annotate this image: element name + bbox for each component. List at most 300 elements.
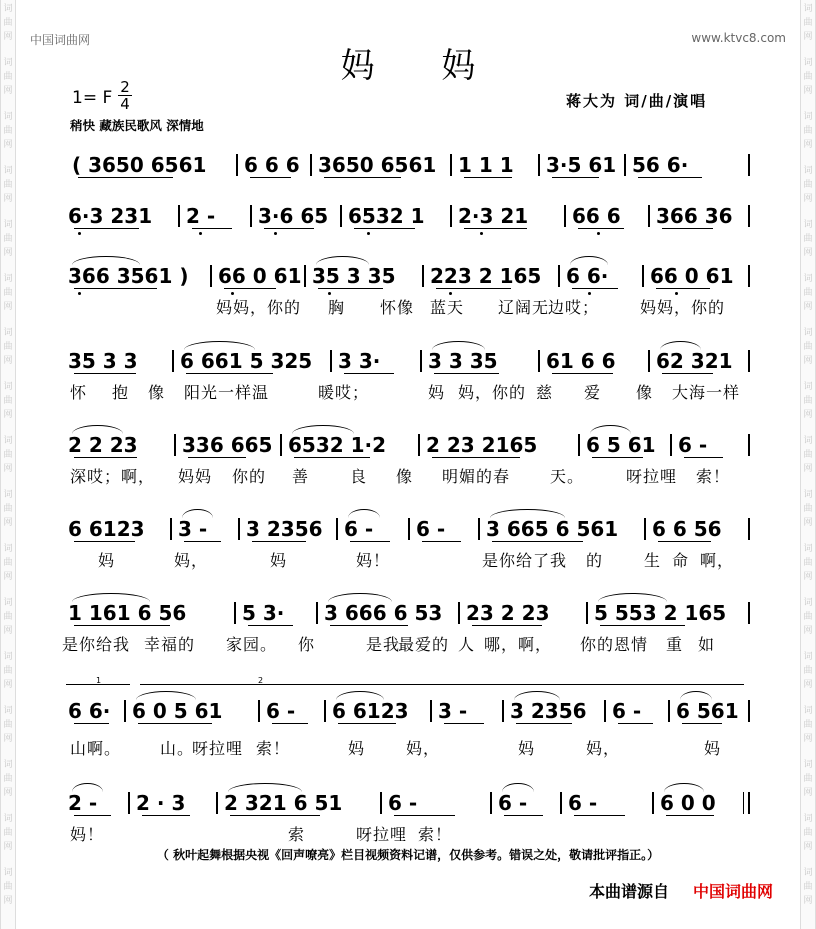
lyric-word: 善 — [292, 467, 310, 486]
measure: 62 321 — [656, 349, 733, 373]
volta-number: 1 — [96, 676, 102, 685]
lyric-word: 爱 — [584, 383, 602, 402]
barline — [642, 265, 644, 287]
watermark-glyph: 词 — [803, 760, 813, 770]
watermark-glyph: 网 — [803, 356, 813, 366]
beam-line — [324, 177, 401, 178]
beam-line — [658, 541, 711, 542]
beam-line — [472, 625, 542, 626]
measure: 2 23 2165 — [426, 433, 538, 457]
slur-mark — [432, 341, 485, 350]
slur-mark — [72, 593, 150, 602]
measure: 23 2 23 — [466, 601, 550, 625]
watermark-glyph: 词 — [803, 490, 813, 500]
beam-line — [252, 541, 306, 542]
watermark-glyph: 词 — [3, 112, 13, 122]
notation-row — [66, 600, 756, 626]
beam-line — [666, 815, 714, 816]
beam-line — [464, 228, 527, 229]
slur-mark — [664, 783, 704, 792]
measure: 6 - — [416, 517, 446, 541]
watermark-glyph: 曲 — [803, 288, 813, 298]
measure: 3·5 61 — [546, 153, 617, 177]
lyric-word: 辽阔无 — [498, 298, 550, 317]
lyric-word: 大海一样 — [672, 383, 741, 402]
barline — [560, 792, 562, 814]
slur-mark — [72, 425, 123, 434]
watermark-glyph: 网 — [803, 248, 813, 258]
watermark-glyph: 曲 — [3, 450, 13, 460]
lyric-word: 家园。 — [226, 635, 278, 654]
watermark-glyph: 词 — [3, 760, 13, 770]
slur-mark — [182, 509, 213, 518]
watermark-glyph: 网 — [803, 896, 813, 906]
lyric-word: 山啊。 — [70, 739, 122, 758]
volta-bracket-1 — [66, 676, 130, 695]
measure: 6 6123 — [332, 699, 409, 723]
lyric-word: 妈妈 — [178, 467, 213, 486]
beam-line — [248, 625, 293, 626]
volta-bracket-2 — [140, 676, 744, 695]
measure: 2 - — [68, 791, 98, 815]
measure: 56 6· — [632, 153, 689, 177]
measure: 2 · 3 — [136, 791, 186, 815]
watermark-glyph: 网 — [803, 626, 813, 636]
measure: 1 1 1 — [458, 153, 514, 177]
measure: 3 665 6 561 — [486, 517, 619, 541]
beam-line — [656, 288, 710, 289]
barline — [430, 700, 432, 722]
measure: 336 665 — [182, 433, 273, 457]
barline — [450, 205, 452, 227]
left-watermark-strip — [0, 0, 16, 929]
slur-mark — [590, 425, 631, 434]
lyric-word: 妈 — [270, 551, 288, 570]
beam-line — [684, 457, 723, 458]
barline — [258, 700, 260, 722]
watermark-glyph: 曲 — [3, 504, 13, 514]
site-url-top-right: www.ktvc8.com — [691, 31, 786, 45]
beam-line — [74, 625, 170, 626]
barline — [748, 205, 750, 227]
beam-line — [330, 625, 408, 626]
slur-mark — [660, 341, 701, 350]
lyric-word: 边哎； — [548, 298, 600, 317]
watermark-glyph: 曲 — [3, 774, 13, 784]
time-signature-bottom: 4 — [120, 95, 130, 113]
lyric-word: 良 — [350, 467, 368, 486]
watermark-glyph: 网 — [3, 302, 13, 312]
slur-mark — [184, 341, 255, 350]
lyric-word: 呀拉哩 — [356, 825, 408, 844]
watermark-glyph: 词 — [3, 58, 13, 68]
measure: 2 321 6 51 — [224, 791, 343, 815]
beam-line — [224, 288, 276, 289]
beam-line — [74, 373, 136, 374]
watermark-glyph: 网 — [3, 896, 13, 906]
watermark-glyph: 词 — [803, 274, 813, 284]
watermark-glyph: 词 — [803, 220, 813, 230]
lyric-word: 妈 — [98, 551, 116, 570]
barline — [216, 792, 218, 814]
measure: 366 3561 ) — [68, 264, 189, 288]
beam-line — [638, 177, 702, 178]
measure: 2·3 21 — [458, 204, 529, 228]
measure: 366 36 — [656, 204, 733, 228]
lyric-word: 索 — [288, 825, 306, 844]
watermark-glyph: 网 — [803, 32, 813, 42]
watermark-glyph: 网 — [3, 734, 13, 744]
barline — [324, 700, 326, 722]
beam-line — [662, 373, 713, 374]
barline — [450, 154, 452, 176]
watermark-glyph: 曲 — [803, 450, 813, 460]
lyric-word: 明媚的春 — [442, 467, 511, 486]
barline — [538, 350, 540, 372]
beam-line — [230, 815, 320, 816]
time-signature-top: 2 — [120, 78, 130, 96]
measure: 61 6 6 — [546, 349, 616, 373]
watermark-glyph: 网 — [3, 140, 13, 150]
slur-mark — [72, 256, 140, 265]
lyric-word: 妈 — [518, 739, 536, 758]
lyric-word: 妈， — [406, 739, 441, 758]
notation-row — [66, 263, 756, 289]
barline — [652, 792, 654, 814]
octave-dot — [480, 232, 483, 235]
barline — [648, 205, 650, 227]
beam-line — [186, 373, 273, 374]
barline — [128, 792, 130, 814]
beam-line — [74, 723, 109, 724]
beam-line — [294, 457, 370, 458]
measure: 35 3 3 — [68, 349, 138, 373]
barline — [234, 602, 236, 624]
lyric-word: 索！ — [418, 825, 453, 844]
beam-line — [464, 177, 512, 178]
watermark-glyph: 曲 — [803, 396, 813, 406]
measure: 223 2 165 — [430, 264, 542, 288]
watermark-glyph: 曲 — [3, 720, 13, 730]
measure: 6 6· — [68, 699, 111, 723]
lyric-word: 重 — [666, 635, 684, 654]
beam-line — [618, 723, 653, 724]
measure: 5 553 2 165 — [594, 601, 727, 625]
barline — [558, 265, 560, 287]
beam-line — [74, 815, 111, 816]
watermark-glyph: 网 — [803, 788, 813, 798]
source-site-name: 中国词曲网 — [693, 882, 774, 901]
final-barline — [743, 792, 744, 814]
lyric-word: 妈，你的 — [458, 383, 527, 402]
measure: 6 - — [498, 791, 528, 815]
octave-dot — [597, 232, 600, 235]
measure: 3 3 35 — [428, 349, 498, 373]
watermark-glyph: 曲 — [803, 342, 813, 352]
lyric-word: 呀拉哩 — [192, 739, 244, 758]
watermark-glyph: 网 — [803, 86, 813, 96]
site-name-top-left: 中国词曲网 — [30, 33, 91, 47]
watermark-glyph: 网 — [803, 572, 813, 582]
watermark-glyph: 曲 — [3, 828, 13, 838]
beam-line — [504, 815, 543, 816]
octave-dot — [199, 232, 202, 235]
barline — [340, 205, 342, 227]
slur-mark — [598, 593, 667, 602]
measure: 6 561 — [676, 699, 739, 723]
lyric-word: 妈妈，你的 — [640, 298, 726, 317]
lyric-word: 胸 — [328, 298, 346, 317]
beam-line — [78, 177, 173, 178]
watermark-glyph: 曲 — [3, 558, 13, 568]
notation-row — [66, 790, 756, 816]
measure: 3 3· — [338, 349, 381, 373]
watermark-glyph: 曲 — [3, 234, 13, 244]
watermark-glyph: 词 — [3, 4, 13, 14]
watermark-glyph: 曲 — [803, 558, 813, 568]
lyric-word: 你的恩情 — [580, 635, 649, 654]
measure: 6 - — [612, 699, 642, 723]
lyric-word: 蓝天 — [430, 298, 465, 317]
watermark-glyph: 曲 — [803, 234, 813, 244]
beam-line — [264, 228, 314, 229]
beam-line — [592, 457, 643, 458]
barline — [280, 434, 282, 456]
key-signature: 1= F — [72, 88, 113, 108]
beam-line — [492, 541, 583, 542]
barline — [644, 518, 646, 540]
barline — [124, 700, 126, 722]
lyric-row — [62, 634, 756, 656]
measure: 3 666 6 53 — [324, 601, 443, 625]
barline — [172, 350, 174, 372]
lyric-word: 暖哎； — [318, 383, 370, 402]
lyric-word: 命 — [672, 551, 690, 570]
watermark-glyph: 曲 — [3, 288, 13, 298]
measure: 6 6123 — [68, 517, 145, 541]
notation-row — [66, 203, 756, 229]
beam-line — [344, 373, 394, 374]
measure: ( 3650 6561 — [72, 153, 207, 177]
lyric-word: 慈 — [536, 383, 554, 402]
barline — [336, 518, 338, 540]
barline — [604, 700, 606, 722]
transcription-note: （ 秋叶起舞根据央视《回声嘹亮》栏目视频资料记谱，仅供参考。错误之处，敬请批评指正。） — [156, 848, 660, 862]
barline — [418, 434, 420, 456]
watermark-glyph: 网 — [3, 464, 13, 474]
watermark-glyph: 网 — [803, 302, 813, 312]
composer-credit: 蒋大为 词/曲/演唱 — [566, 92, 708, 110]
beam-line — [250, 177, 291, 178]
lyric-word: 深哎；啊， — [70, 467, 156, 486]
barline — [538, 154, 540, 176]
lyric-word: 怀 — [70, 383, 88, 402]
beam-line — [354, 228, 415, 229]
watermark-glyph: 曲 — [803, 720, 813, 730]
time-signature — [118, 80, 132, 111]
barline — [586, 602, 588, 624]
measure: 66 6 — [572, 204, 621, 228]
watermark-glyph: 网 — [3, 410, 13, 420]
watermark-glyph: 网 — [3, 842, 13, 852]
lyric-word: 妈妈，你的 — [216, 298, 302, 317]
watermark-glyph: 曲 — [803, 774, 813, 784]
measure: 6 6 56 — [652, 517, 722, 541]
lyric-word: 是你给我 — [62, 635, 131, 654]
barline — [748, 700, 750, 722]
beam-line — [74, 288, 157, 289]
watermark-glyph: 曲 — [803, 180, 813, 190]
watermark-glyph: 曲 — [803, 72, 813, 82]
watermark-glyph: 网 — [803, 140, 813, 150]
barline — [330, 350, 332, 372]
measure: 6 6· — [566, 264, 609, 288]
watermark-glyph: 词 — [3, 436, 13, 446]
beam-line — [432, 457, 520, 458]
barline — [490, 792, 492, 814]
measure: 6 - — [344, 517, 374, 541]
octave-dot — [588, 292, 591, 295]
barline — [478, 518, 480, 540]
lyric-word: 妈！ — [70, 825, 105, 844]
beam-line — [662, 228, 713, 229]
lyric-word: 是我 — [366, 635, 401, 654]
watermark-glyph: 网 — [3, 356, 13, 366]
watermark-glyph: 词 — [803, 598, 813, 608]
watermark-glyph: 词 — [803, 436, 813, 446]
beam-line — [516, 723, 572, 724]
lyric-word: 啊， — [700, 551, 735, 570]
beam-line — [74, 541, 135, 542]
barline — [458, 602, 460, 624]
measure: 3·6 65 — [258, 204, 329, 228]
slur-mark — [502, 783, 534, 792]
lyric-word: 抱 — [112, 383, 130, 402]
lyric-row — [66, 382, 756, 404]
measure: 6 6 6 — [244, 153, 300, 177]
measure: 6 - — [678, 433, 708, 457]
barline — [422, 265, 424, 287]
measure: 2 2 23 — [68, 433, 138, 457]
watermark-glyph: 曲 — [3, 666, 13, 676]
beam-line — [572, 288, 618, 289]
barline — [668, 700, 670, 722]
watermark-glyph: 网 — [803, 464, 813, 474]
watermark-glyph: 词 — [3, 166, 13, 176]
octave-dot — [367, 232, 370, 235]
volta-number: 2 — [258, 676, 264, 685]
slur-mark — [490, 509, 565, 518]
notation-row — [66, 348, 756, 374]
barline — [210, 265, 212, 287]
beam-line — [350, 541, 390, 542]
barline — [578, 434, 580, 456]
watermark-glyph: 网 — [3, 32, 13, 42]
barline — [316, 602, 318, 624]
barline — [748, 434, 750, 456]
watermark-glyph: 网 — [3, 788, 13, 798]
beam-line — [394, 815, 455, 816]
octave-dot — [231, 292, 234, 295]
notation-row — [66, 698, 756, 724]
song-title: 妈 妈 — [340, 46, 504, 86]
watermark-glyph: 曲 — [3, 180, 13, 190]
tempo-marking: 稍快 藏族民歌风 深情地 — [70, 118, 204, 133]
lyric-word: 像 — [148, 383, 166, 402]
beam-line — [434, 373, 499, 374]
watermark-glyph: 词 — [3, 814, 13, 824]
beam-line — [74, 228, 139, 229]
beam-line — [338, 723, 396, 724]
beam-line — [184, 541, 221, 542]
watermark-glyph: 词 — [803, 112, 813, 122]
beam-line — [188, 457, 246, 458]
source-label: 本曲谱源自 — [589, 882, 670, 901]
measure: 6·3 231 — [68, 204, 153, 228]
notation-row — [66, 432, 756, 458]
beam-line — [272, 723, 308, 724]
watermark-glyph: 词 — [803, 328, 813, 338]
lyric-word: 索！ — [696, 467, 731, 486]
slur-mark — [316, 256, 369, 265]
watermark-glyph: 词 — [3, 220, 13, 230]
beam-line — [552, 373, 613, 374]
lyric-row — [66, 738, 756, 760]
barline — [748, 602, 750, 624]
watermark-glyph: 词 — [3, 490, 13, 500]
watermark-glyph: 词 — [3, 328, 13, 338]
barline — [624, 154, 626, 176]
right-watermark-strip — [800, 0, 816, 929]
beam-line — [552, 177, 599, 178]
measure: 3 2356 — [510, 699, 587, 723]
barline — [748, 154, 750, 176]
watermark-glyph: 词 — [803, 382, 813, 392]
watermark-glyph: 曲 — [3, 882, 13, 892]
lyric-row — [66, 297, 756, 319]
watermark-glyph: 曲 — [3, 18, 13, 28]
barline — [670, 434, 672, 456]
watermark-glyph: 词 — [3, 652, 13, 662]
barline — [748, 792, 750, 814]
barline — [380, 792, 382, 814]
measure: 35 3 35 — [312, 264, 396, 288]
beam-line — [142, 815, 190, 816]
watermark-glyph: 词 — [3, 598, 13, 608]
octave-dot — [328, 292, 331, 295]
lyric-word: 像 — [636, 383, 654, 402]
measure: 6 - — [568, 791, 598, 815]
octave-dot — [78, 232, 81, 235]
watermark-glyph: 曲 — [803, 666, 813, 676]
lyric-word: 怀像 — [380, 298, 415, 317]
lyric-word: 人 — [458, 635, 476, 654]
lyric-word: 是你给了我 — [482, 551, 568, 570]
slur-mark — [348, 509, 380, 518]
measure: 6 0 0 — [660, 791, 716, 815]
slur-mark — [228, 783, 302, 792]
lyric-word: 你 — [298, 635, 316, 654]
watermark-glyph: 词 — [803, 4, 813, 14]
lyric-word: 呀拉哩 — [626, 467, 678, 486]
lyric-word: 山。 — [160, 739, 195, 758]
measure: 66 0 61 — [650, 264, 734, 288]
slur-mark — [72, 783, 103, 792]
measure: 3 - — [178, 517, 208, 541]
watermark-glyph: 网 — [3, 518, 13, 528]
barline — [236, 154, 238, 176]
lyric-word: 最爱的 — [398, 635, 450, 654]
